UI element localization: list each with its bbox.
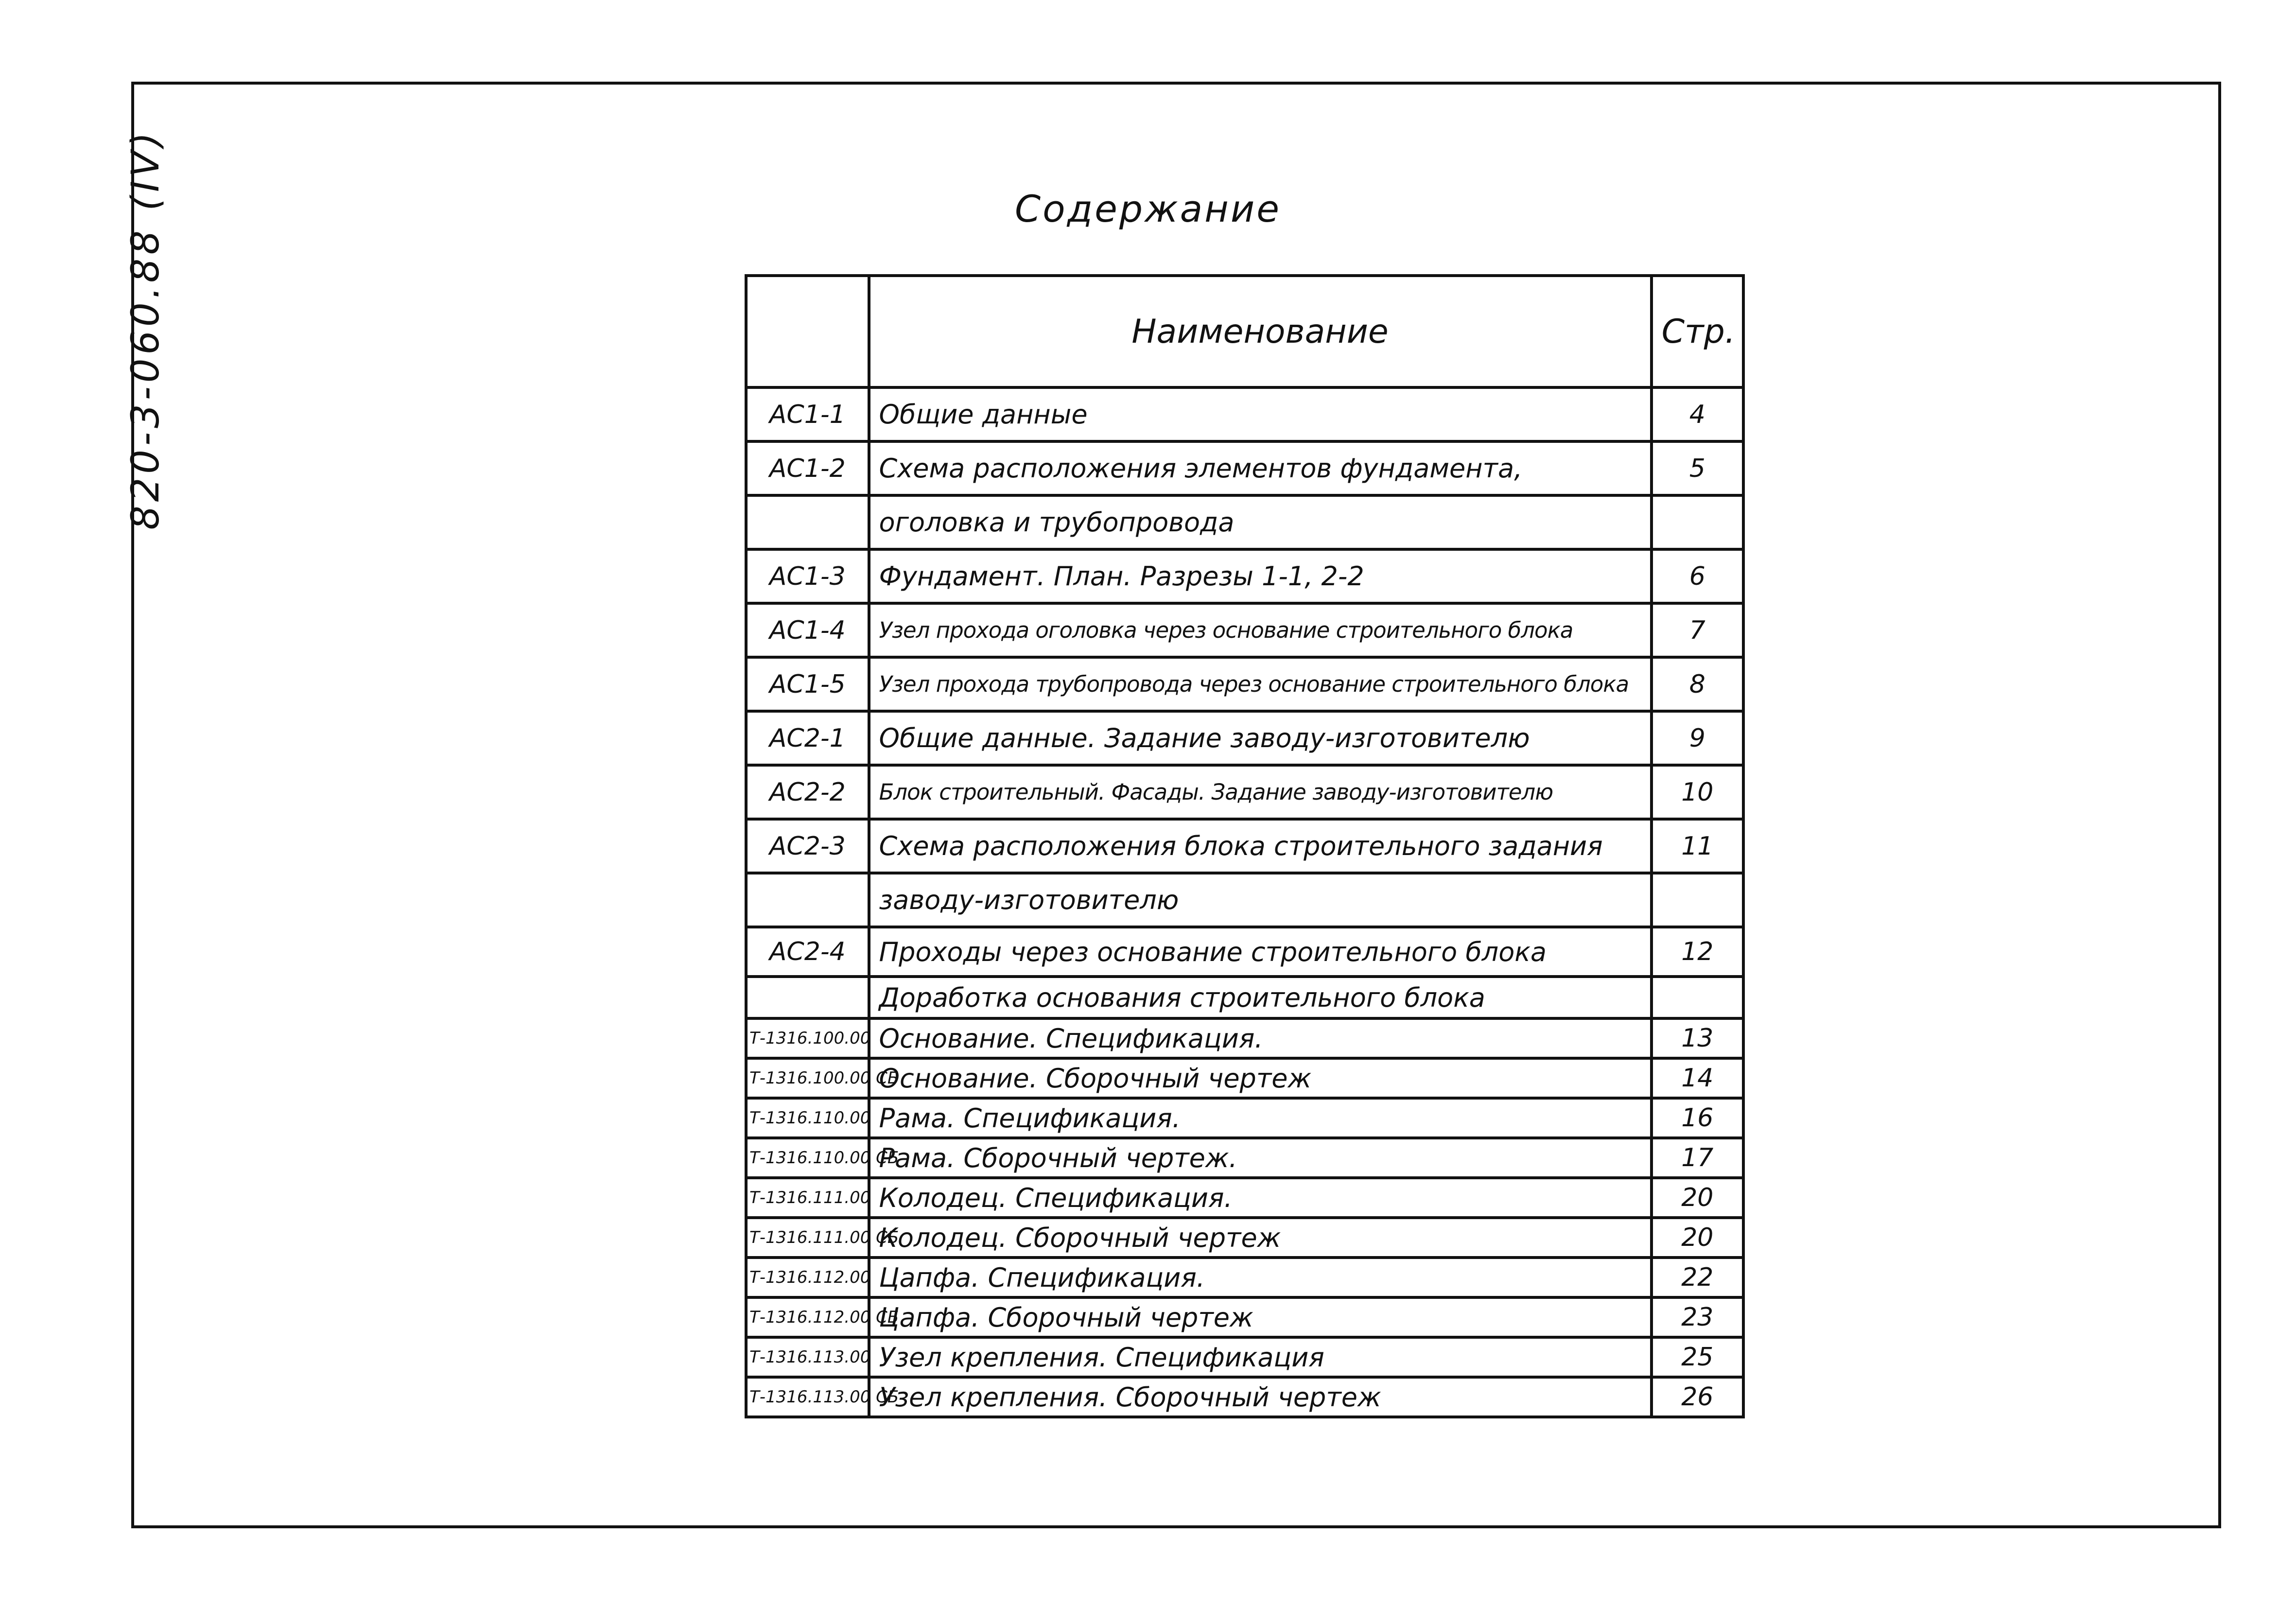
row-code: Т-1316.112.00: [746, 1258, 869, 1297]
table-header-row: [746, 276, 1743, 387]
row-name: Узел крепления. Спецификация: [869, 1337, 1652, 1377]
row-name: Узел прохода трубопровода через основание строительного блока: [869, 657, 1652, 711]
table-row: [746, 1377, 1743, 1417]
row-name: Цапфа. Сборочный чертеж: [869, 1297, 1652, 1337]
row-page: 12: [1652, 927, 1743, 977]
table-row: [746, 441, 1743, 495]
row-page: 20: [1652, 1218, 1743, 1258]
row-page: 7: [1652, 603, 1743, 657]
row-code: Т-1316.111.00 СБ: [746, 1218, 869, 1258]
row-code: АС1-4: [746, 603, 869, 657]
row-code: Т-1316.110.00 СБ: [746, 1138, 869, 1178]
table-row: [746, 1337, 1743, 1377]
row-name: Проходы через основание строительного блока: [869, 927, 1652, 977]
table-row: [746, 603, 1743, 657]
table-row: [746, 1138, 1743, 1178]
row-page: 11: [1652, 819, 1743, 873]
header-page: Стр.: [1652, 276, 1743, 387]
table-row: [746, 657, 1743, 711]
row-page: 14: [1652, 1058, 1743, 1098]
row-page: 10: [1652, 765, 1743, 819]
table-row: [746, 1297, 1743, 1337]
row-name: Схема расположения блока строительного задания: [869, 819, 1652, 873]
row-code: АС1-3: [746, 549, 869, 603]
row-name: Общие данные. Задание заводу-изготовителю: [869, 711, 1652, 765]
table-row: [746, 1098, 1743, 1138]
row-code: Т-1316.113.00: [746, 1337, 869, 1377]
row-page: [1652, 873, 1743, 927]
row-name: Узел прохода оголовка через основание строительного блока: [869, 603, 1652, 657]
row-name: Колодец. Спецификация.: [869, 1178, 1652, 1218]
header-name: Наименование: [869, 276, 1652, 387]
row-page: 16: [1652, 1098, 1743, 1138]
row-code: Т-1316.100.00: [746, 1018, 869, 1058]
row-name: Узел крепления. Сборочный чертеж: [869, 1377, 1652, 1417]
row-name: Рама. Спецификация.: [869, 1098, 1652, 1138]
row-code: Т-1316.111.00: [746, 1178, 869, 1218]
row-code: [746, 873, 869, 927]
row-page: 9: [1652, 711, 1743, 765]
row-code: АС1-1: [746, 387, 869, 441]
row-code: АС1-5: [746, 657, 869, 711]
row-code: Т-1316.100.00 СБ: [746, 1058, 869, 1098]
table-row: [746, 1258, 1743, 1297]
row-page: [1652, 495, 1743, 549]
row-page: 23: [1652, 1297, 1743, 1337]
row-page: 8: [1652, 657, 1743, 711]
row-code: АС2-2: [746, 765, 869, 819]
row-name: заводу-изготовителю: [869, 873, 1652, 927]
table-row: [746, 1178, 1743, 1218]
row-page: 5: [1652, 441, 1743, 495]
row-page: 17: [1652, 1138, 1743, 1178]
row-page: 6: [1652, 549, 1743, 603]
page-title: Содержание: [1015, 187, 1281, 230]
table-row: [746, 1218, 1743, 1258]
header-code: [746, 276, 869, 387]
row-name: Доработка основания строительного блока: [869, 977, 1652, 1018]
row-name: оголовка и трубопровода: [869, 495, 1652, 549]
row-code: Т-1316.112.00 СБ: [746, 1297, 869, 1337]
row-name: Общие данные: [869, 387, 1652, 441]
table-row: [746, 927, 1743, 977]
row-page: 25: [1652, 1337, 1743, 1377]
row-name: Цапфа. Спецификация.: [869, 1258, 1652, 1297]
row-code: [746, 495, 869, 549]
table-row: [746, 1018, 1743, 1058]
table-row: [746, 387, 1743, 441]
row-code: АС2-4: [746, 927, 869, 977]
row-name: Схема расположения элементов фундамента,: [869, 441, 1652, 495]
table-row: [746, 819, 1743, 873]
row-code: АС1-2: [746, 441, 869, 495]
row-name: Фундамент. План. Разрезы 1-1, 2-2: [869, 549, 1652, 603]
row-name: Основание. Сборочный чертеж: [869, 1058, 1652, 1098]
table-row: [746, 873, 1743, 927]
row-code: АС2-3: [746, 819, 869, 873]
row-page: 4: [1652, 387, 1743, 441]
row-page: 26: [1652, 1377, 1743, 1417]
row-page: 13: [1652, 1018, 1743, 1058]
table-row: [746, 1058, 1743, 1098]
row-code: Т-1316.113.00 СБ: [746, 1377, 869, 1417]
table-row: [746, 549, 1743, 603]
row-code: [746, 977, 869, 1018]
row-page: 22: [1652, 1258, 1743, 1297]
table-row: [746, 495, 1743, 549]
row-name: Основание. Спецификация.: [869, 1018, 1652, 1058]
row-name: Рама. Сборочный чертеж.: [869, 1138, 1652, 1178]
table-row: [746, 977, 1743, 1018]
contents-table: [745, 274, 1745, 1418]
row-code: АС2-1: [746, 711, 869, 765]
row-name: Колодец. Сборочный чертеж: [869, 1218, 1652, 1258]
row-name: Блок строительный. Фасады. Задание заводу-изготовителю: [869, 765, 1652, 819]
table-row: [746, 711, 1743, 765]
table-row: [746, 765, 1743, 819]
row-page: 20: [1652, 1178, 1743, 1218]
row-code: Т-1316.110.00: [746, 1098, 869, 1138]
row-page: [1652, 977, 1743, 1018]
document-code: 820-3-060.88 (IV): [124, 128, 168, 530]
